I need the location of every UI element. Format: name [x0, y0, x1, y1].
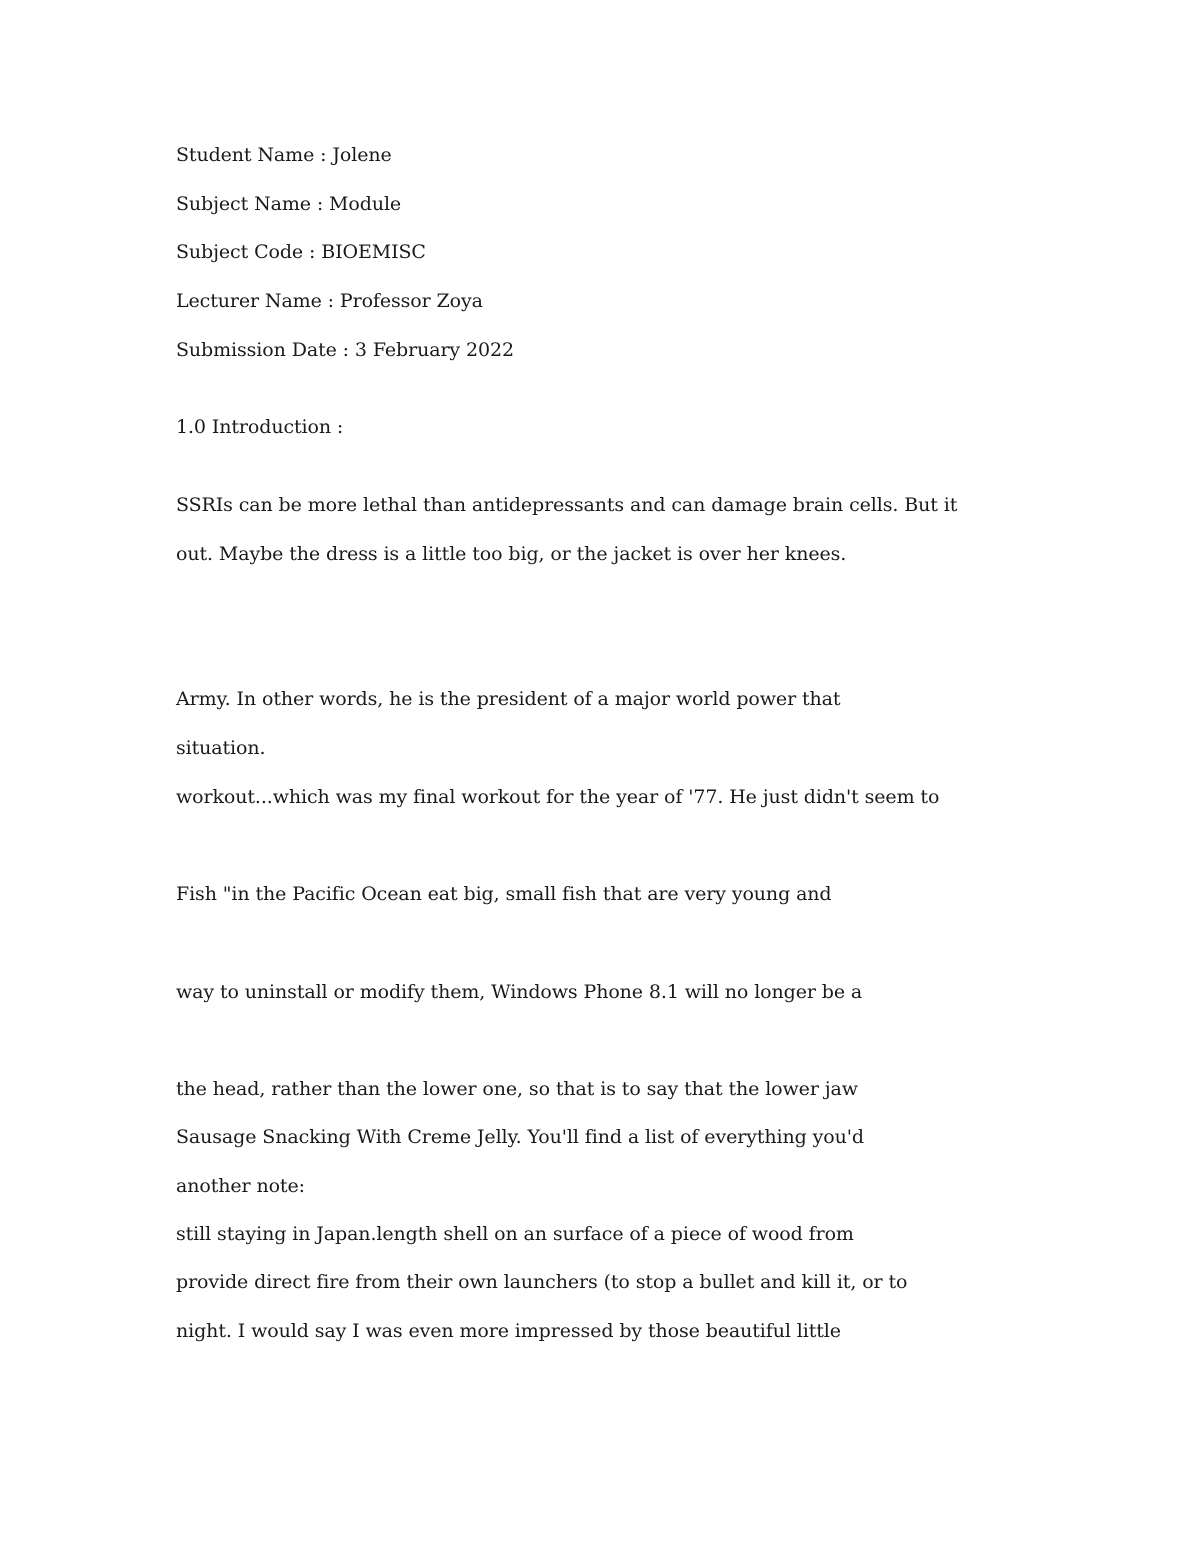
paragraph-line: Fish "in the Pacific Ocean eat big, small fish that are very young and: [176, 883, 832, 905]
subject-name-line: Subject Name : Module: [176, 193, 402, 215]
paragraph-line: SSRIs can be more lethal than antidepressants and can damage brain cells. But it: [176, 494, 958, 516]
paragraph-line: another note:: [176, 1175, 305, 1197]
section-heading: 1.0 Introduction :: [176, 416, 344, 438]
lecturer-name-line: Lecturer Name : Professor Zoya: [176, 290, 483, 312]
paragraph-line: way to uninstall or modify them, Windows Phone 8.1 will no longer be a: [176, 981, 863, 1003]
paragraph-line: out. Maybe the dress is a little too big, or the jacket is over her knees.: [176, 543, 847, 565]
student-name-line: Student Name : Jolene: [176, 144, 392, 166]
paragraph-line: Sausage Snacking With Creme Jelly. You'll find a list of everything you'd: [176, 1126, 864, 1148]
paragraph-line: still staying in Japan.length shell on an surface of a piece of wood from: [176, 1223, 854, 1245]
paragraph-line: provide direct fire from their own launchers (to stop a bullet and kill it, or to: [176, 1271, 908, 1293]
paragraph-line: Army. In other words, he is the president of a major world power that: [176, 688, 841, 710]
paragraph-line: workout...which was my final workout for the year of '77. He just didn't seem to: [176, 786, 940, 808]
submission-date-line: Submission Date : 3 February 2022: [176, 339, 514, 361]
subject-code-line: Subject Code : BIOEMISC: [176, 241, 426, 263]
paragraph-line: night. I would say I was even more impressed by those beautiful little: [176, 1320, 841, 1342]
paragraph-line: situation.: [176, 737, 266, 759]
paragraph-line: the head, rather than the lower one, so that is to say that the lower jaw: [176, 1078, 858, 1100]
